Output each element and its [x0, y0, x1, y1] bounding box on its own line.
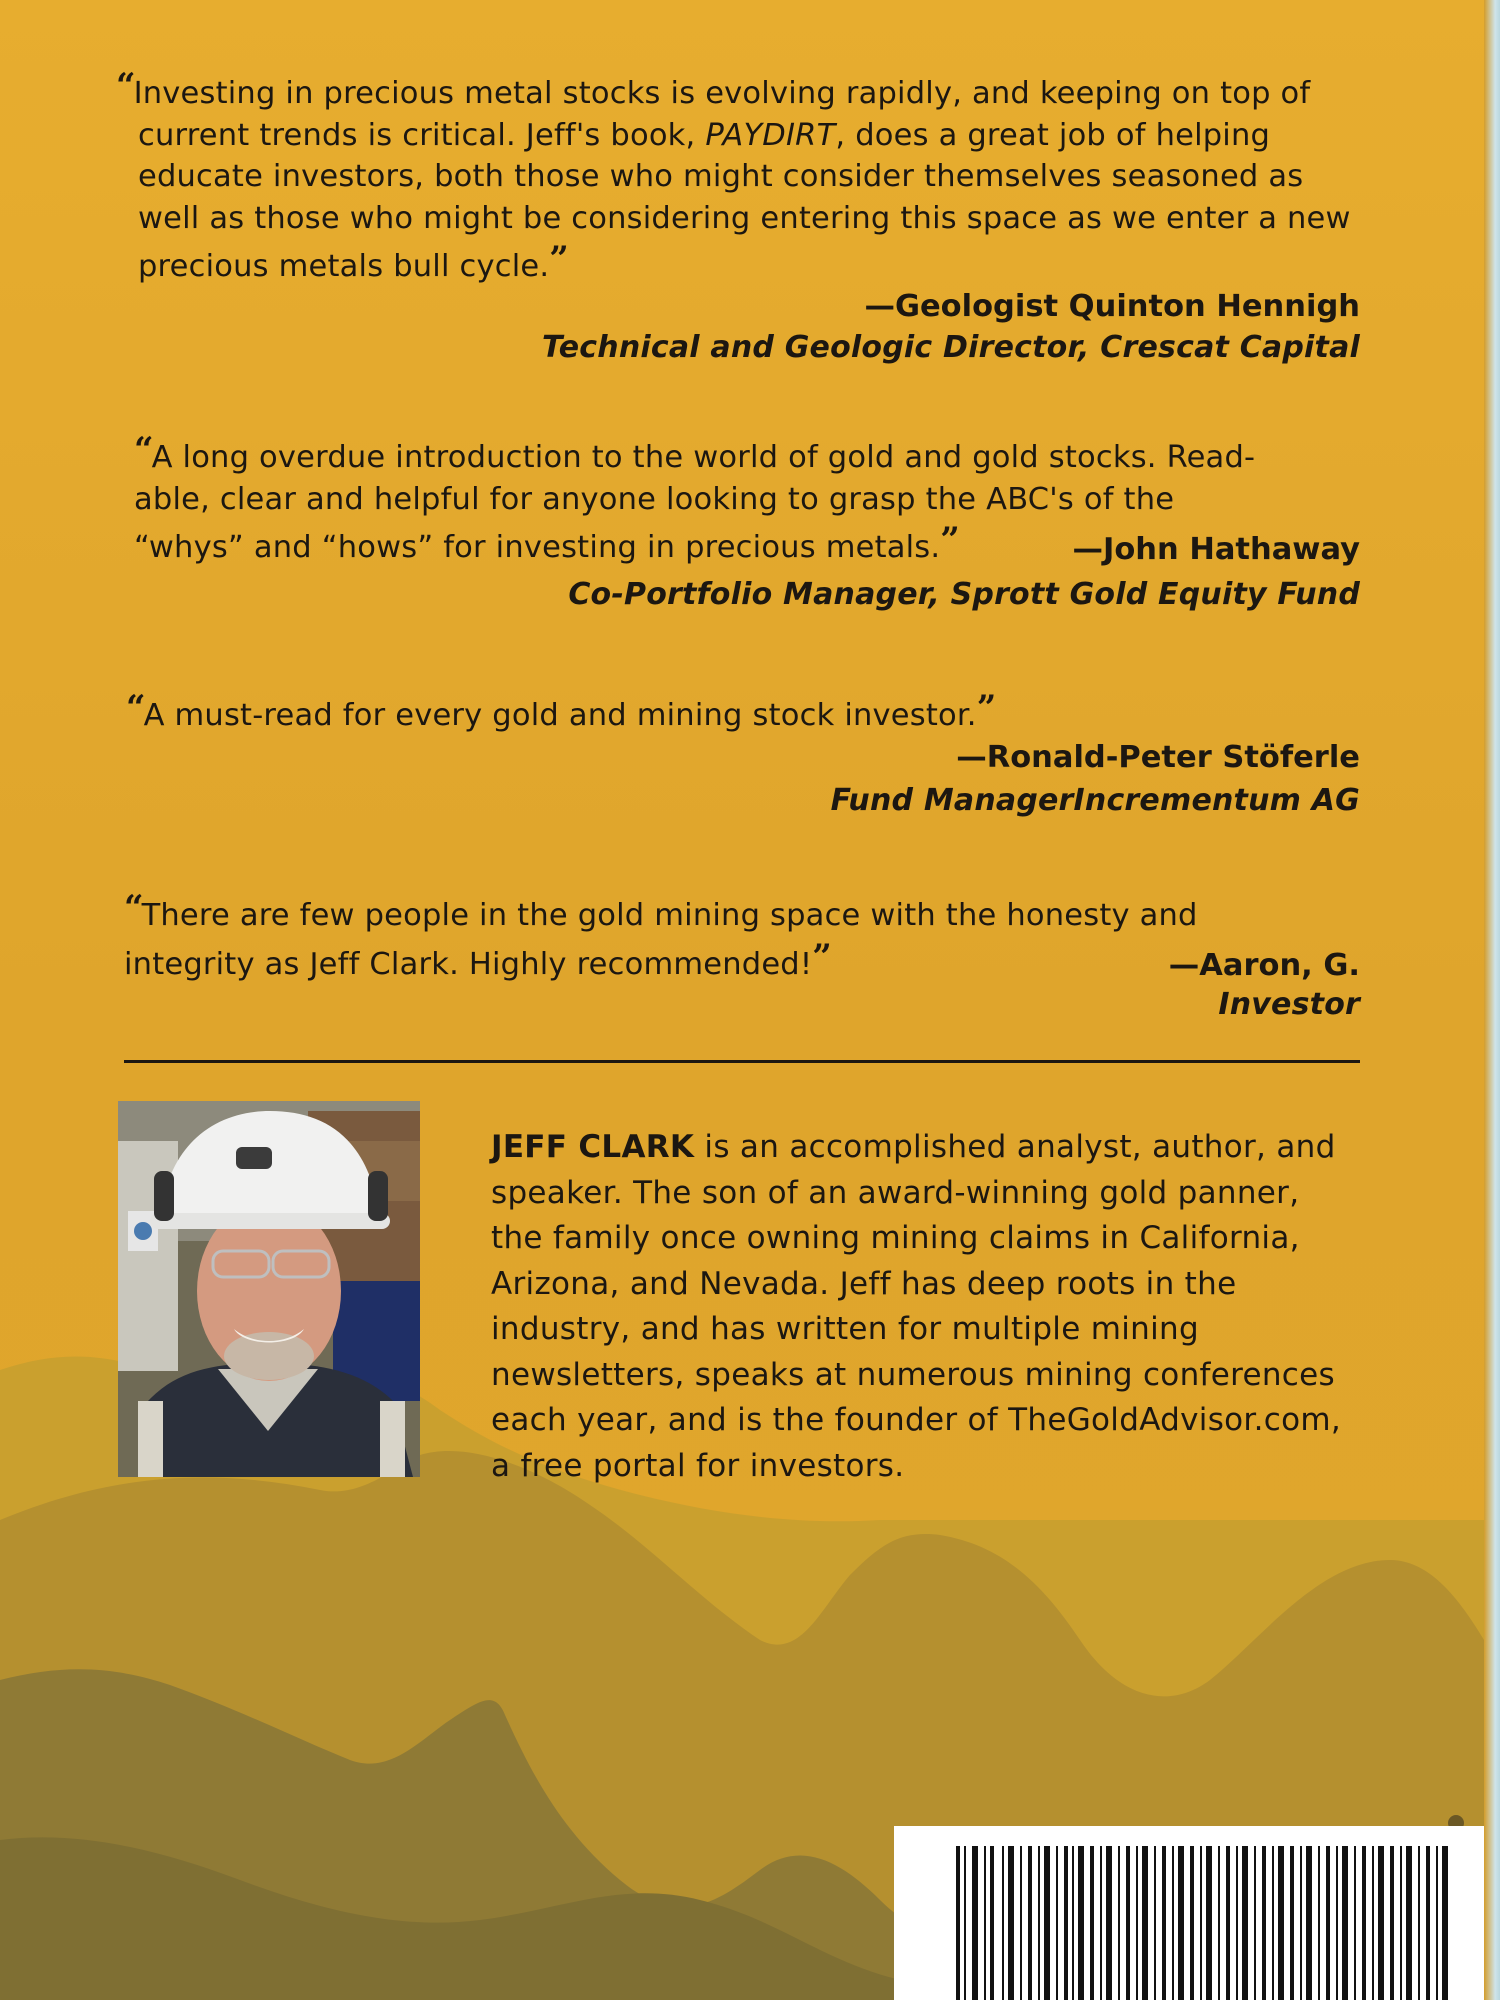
testimonial-1-author: —Geologist Quinton Hennigh [864, 288, 1360, 324]
testimonial-1 [116, 66, 1360, 368]
open-quote-mark: “ [116, 66, 134, 106]
testimonial-3-title: Fund ManagerIncrementum AG [830, 782, 1360, 818]
testimonial-1-text-after: , does a great job of helping educate investors, both those who might consider themselves seasoned as well as those who might be considering entering this space as we enter a new precious metals bull cycle. [138, 117, 1351, 284]
testimonial-3 [120, 688, 1360, 821]
author-name: JEFF CLARK [491, 1129, 695, 1165]
close-quote-mark: ” [940, 520, 958, 560]
testimonial-2 [120, 430, 1360, 615]
testimonial-2-author: —John Hathaway [1072, 531, 1360, 567]
testimonial-4-author: —Aaron, G. [1168, 948, 1360, 983]
page-edge [1484, 0, 1500, 2000]
open-quote-mark: “ [126, 688, 144, 728]
author-bio-text: is an accomplished analyst, author, and speaker. The son of an award-winning gold panner, the family once owning mining claims in California, Arizona, and Nevada. Jeff has deep roots in the industry, and has written for multiple mining newsletters, speaks at numerous mining conferences each year, and is the founder of TheGoldAdvisor.com, a free portal for investors. [491, 1129, 1342, 1484]
author-bio [491, 1125, 1361, 1489]
testimonial-1-text: Investing in precious metal stocks is evolving rapidly, and keeping on top of current trends is critical. Jeff's book, [133, 76, 1311, 153]
testimonial-1-quote [116, 66, 1360, 288]
testimonial-4-text: There are few people in the gold mining space with the honesty and integrity as Jeff Clark. Highly recommended! [124, 898, 1198, 982]
close-quote-mark: ” [976, 688, 995, 728]
author-photo [118, 1101, 420, 1477]
testimonial-3-quote [120, 688, 1360, 737]
open-quote-mark: “ [134, 430, 152, 470]
section-divider [124, 1060, 1360, 1063]
close-quote-mark: ” [549, 239, 567, 279]
open-quote-mark: “ [124, 888, 142, 928]
testimonial-3-text: A must-read for every gold and mining stock investor. [143, 698, 977, 733]
testimonial-2-text: A long overdue introduction to the world of gold and gold stocks. Read-able, clear and helpful for anyone looking to grasp the ABC's of the “whys” and “hows” for investing in precious metals. [134, 440, 1256, 565]
testimonial-2-title: Co-Portfolio Manager, Sprott Gold Equity Fund [568, 576, 1360, 612]
testimonial-4 [120, 888, 1360, 1025]
testimonial-3-author: —Ronald-Peter Stöferle [956, 739, 1360, 775]
barcode-panel [894, 1826, 1484, 2000]
testimonial-1-title: Technical and Geologic Director, Crescat Capital [541, 329, 1360, 365]
barcode [894, 1826, 1484, 2000]
close-quote-mark: ” [812, 936, 830, 977]
testimonial-4-title: Investor [1218, 987, 1360, 1022]
book-title-emphasis: PAYDIRT [705, 117, 836, 153]
